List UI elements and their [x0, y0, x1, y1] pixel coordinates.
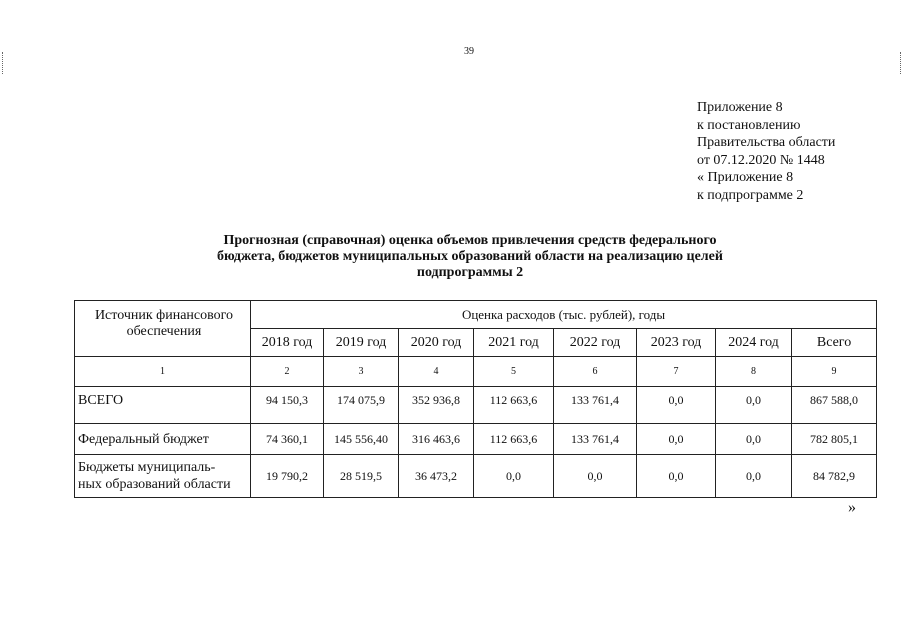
column-number-cell: 8	[716, 357, 792, 387]
value-cell: 145 556,40	[324, 424, 399, 455]
source-cell: Федеральный бюджет	[75, 424, 251, 455]
year-header-cell: 2020 год	[399, 329, 474, 357]
scan-edge-mark-left	[2, 52, 5, 74]
source-cell-line: Бюджеты муниципаль-	[78, 460, 216, 475]
scan-edge-mark-right	[900, 52, 903, 74]
value-cell: 112 663,6	[474, 424, 554, 455]
column-number-cell: 7	[637, 357, 716, 387]
table-row-federal	[75, 424, 877, 455]
year-header-cell: 2023 год	[637, 329, 716, 357]
total-value-cell: 867 588,0	[792, 387, 877, 424]
value-cell: 19 790,2	[251, 455, 324, 498]
value-cell: 0,0	[716, 424, 792, 455]
column-number-cell: 3	[324, 357, 399, 387]
value-cell: 133 761,4	[554, 387, 637, 424]
value-cell: 0,0	[637, 424, 716, 455]
value-cell: 36 473,2	[399, 455, 474, 498]
appendix-line: « Приложение 8	[697, 170, 794, 185]
value-cell: 28 519,5	[324, 455, 399, 498]
source-cell-line: ных образований области	[78, 477, 231, 492]
value-cell: 0,0	[554, 455, 637, 498]
year-header-cell: 2024 год	[716, 329, 792, 357]
table-row-municipal	[75, 455, 877, 498]
value-cell: 0,0	[637, 455, 716, 498]
value-cell: 174 075,9	[324, 387, 399, 424]
table-header-row	[75, 301, 877, 329]
title-line: бюджета, бюджетов муниципальных образований области на реализацию целей	[217, 249, 723, 264]
year-header-cell: 2019 год	[324, 329, 399, 357]
value-cell: 74 360,1	[251, 424, 324, 455]
value-cell: 0,0	[637, 387, 716, 424]
column-number-cell: 4	[399, 357, 474, 387]
column-number-cell: 2	[251, 357, 324, 387]
value-cell: 133 761,4	[554, 424, 637, 455]
estimate-header-cell: Оценка расходов (тыс. рублей), годы	[251, 301, 877, 329]
value-cell: 112 663,6	[474, 387, 554, 424]
closing-quote: »	[848, 499, 856, 516]
total-value-cell: 84 782,9	[792, 455, 877, 498]
title-line: подпрограммы 2	[416, 265, 524, 280]
appendix-line: к подпрограмме 2	[697, 187, 804, 203]
year-header-cell: 2018 год	[251, 329, 324, 357]
total-header-cell: Всего	[792, 329, 877, 357]
source-cell	[75, 455, 251, 498]
page-number: 39	[464, 46, 474, 57]
value-cell: 0,0	[716, 455, 792, 498]
appendix-line: Приложение 8	[697, 100, 783, 115]
total-value-cell: 782 805,1	[792, 424, 877, 455]
appendix-line: от 07.12.2020 № 1448	[697, 152, 825, 168]
value-cell: 0,0	[716, 387, 792, 424]
document-title	[150, 233, 790, 281]
budget-table	[74, 300, 877, 498]
table-row-total	[75, 387, 877, 424]
appendix-line: к постановлению	[697, 117, 801, 133]
year-header-cell: 2022 год	[554, 329, 637, 357]
value-cell: 316 463,6	[399, 424, 474, 455]
column-number-cell: 6	[554, 357, 637, 387]
appendix-reference	[697, 99, 835, 204]
value-cell: 94 150,3	[251, 387, 324, 424]
value-cell: 0,0	[474, 455, 554, 498]
title-line: Прогнозная (справочная) оценка объемов привлечения средств федерального	[223, 233, 717, 248]
column-number-cell: 9	[792, 357, 877, 387]
column-number-cell: 5	[474, 357, 554, 387]
source-header-cell: Источник финансового обеспечения	[75, 301, 251, 357]
appendix-line: Правительства области	[697, 135, 836, 150]
value-cell: 352 936,8	[399, 387, 474, 424]
column-number-cell: 1	[75, 357, 251, 387]
column-number-row	[75, 357, 877, 387]
year-header-cell: 2021 год	[474, 329, 554, 357]
source-cell: ВСЕГО	[75, 387, 251, 424]
